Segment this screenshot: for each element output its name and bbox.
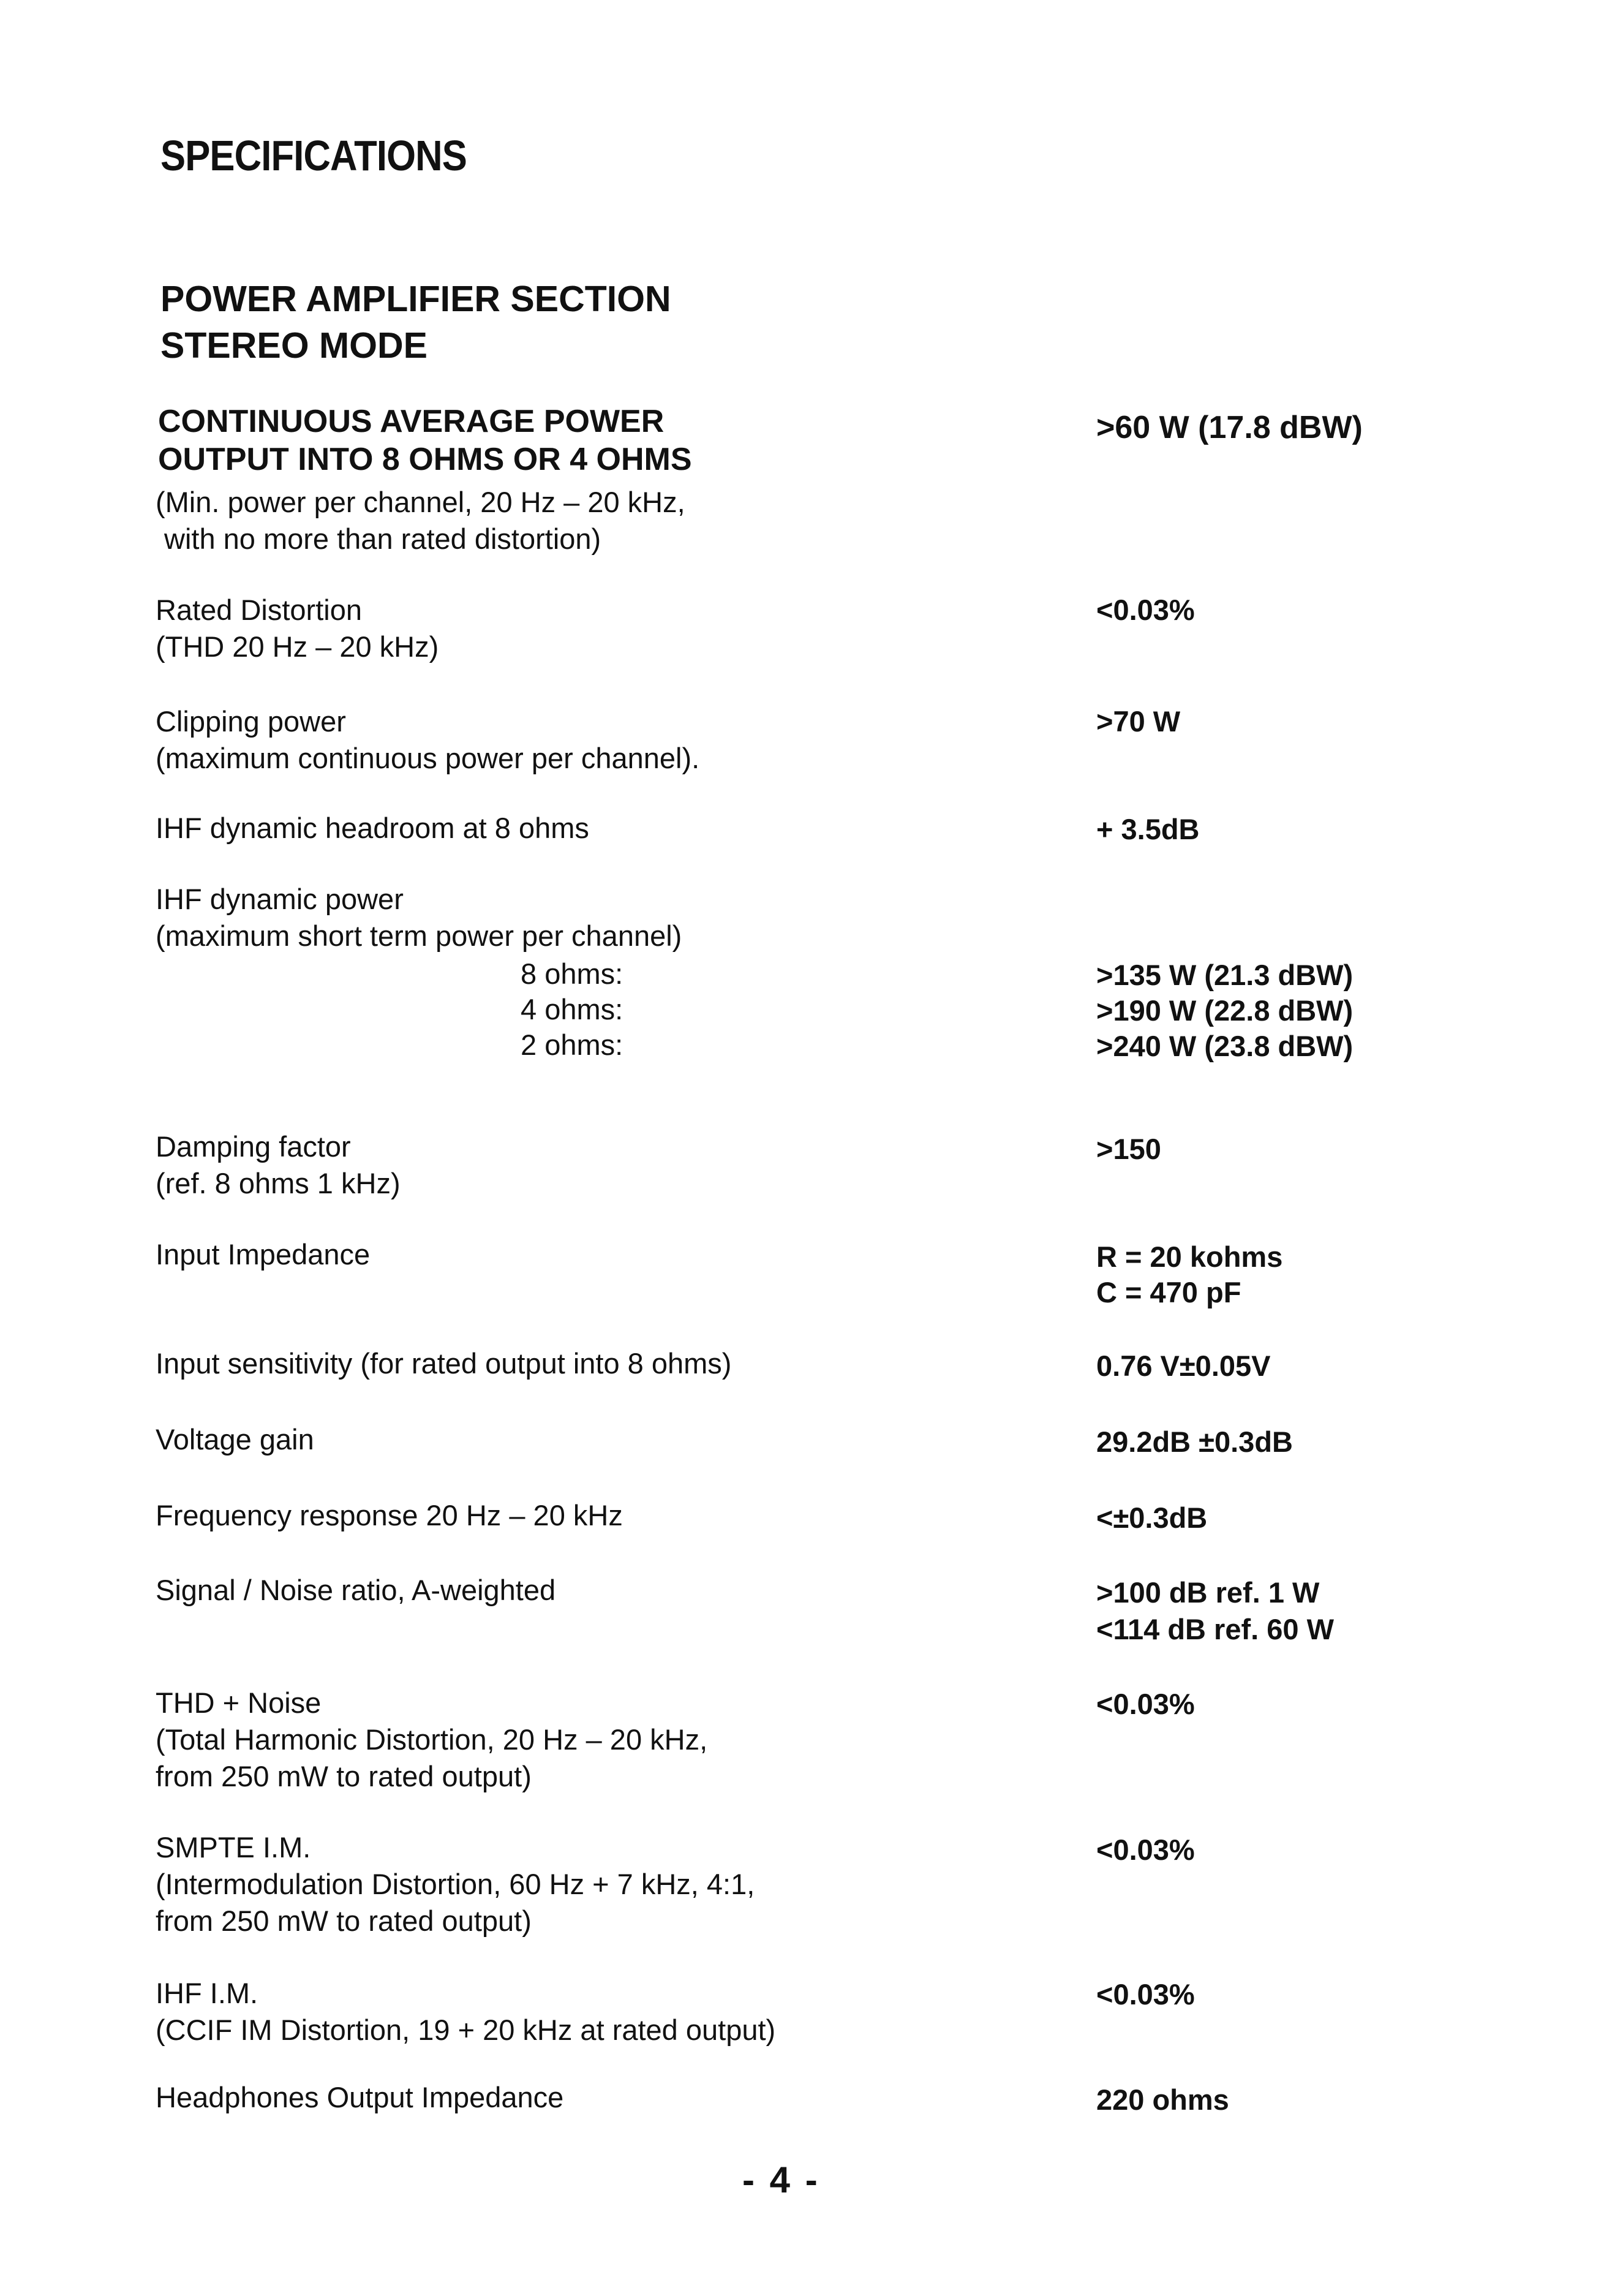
spec-smpte-value: <0.03%	[1096, 1833, 1195, 1866]
spec-ihf-power-load-2: 2 ohms:	[521, 1029, 623, 1061]
spec-ihf-im-note: (CCIF IM Distortion, 19 + 20 kHz at rated output)	[156, 2014, 776, 2046]
spec-clipping-value: >70 W	[1096, 705, 1181, 738]
spec-voltage-gain-label: Voltage gain	[156, 1423, 314, 1456]
spec-power-value: >60 W (17.8 dBW)	[1096, 410, 1363, 445]
spec-voltage-gain-value: 29.2dB ±0.3dB	[1096, 1426, 1293, 1458]
page-title: SPECIFICATIONS	[160, 132, 467, 179]
spec-snr-value-1: >100 dB ref. 1 W	[1096, 1576, 1320, 1609]
spec-ihf-im-label: IHF I.M.	[156, 1977, 258, 2009]
spec-damping-value: >150	[1096, 1133, 1161, 1165]
spec-ihf-power-note: (maximum short term power per channel)	[156, 920, 682, 952]
spec-smpte-note-2: from 250 mW to rated output)	[156, 1905, 532, 1937]
spec-ihf-power-load-4: 4 ohms:	[521, 993, 623, 1025]
spec-ihf-im-value: <0.03%	[1096, 1978, 1195, 2011]
spec-snr-value-2: <114 dB ref. 60 W	[1096, 1613, 1334, 1645]
spec-thd-noise-note-1: (Total Harmonic Distortion, 20 Hz – 20 kHz,	[156, 1723, 708, 1756]
spec-input-impedance-value-c: C = 470 pF	[1096, 1276, 1241, 1308]
spec-damping-label: Damping factor	[156, 1130, 351, 1163]
spec-thd-noise-note-2: from 250 mW to rated output)	[156, 1760, 532, 1792]
spec-ihf-power-value-8: >135 W (21.3 dBW)	[1096, 959, 1354, 991]
spec-rated-distortion-value: <0.03%	[1096, 594, 1195, 626]
spec-power-heading-2: OUTPUT INTO 8 OHMS OR 4 OHMS	[158, 442, 692, 477]
spec-headphones-label: Headphones Output Impedance	[156, 2081, 564, 2113]
spec-input-sensitivity-label: Input sensitivity (for rated output into 8 ohms)	[156, 1347, 732, 1380]
spec-clipping-note: (maximum continuous power per channel).	[156, 742, 700, 774]
spec-power-heading-1: CONTINUOUS AVERAGE POWER	[158, 404, 665, 439]
spec-input-sensitivity-value: 0.76 V±0.05V	[1096, 1350, 1271, 1382]
spec-headphones-value: 220 ohms	[1096, 2083, 1229, 2116]
spec-thd-noise-label: THD + Noise	[156, 1686, 322, 1719]
spec-rated-distortion-label: Rated Distortion	[156, 594, 362, 626]
spec-thd-noise-value: <0.03%	[1096, 1688, 1195, 1720]
spec-ihf-power-load-8: 8 ohms:	[521, 957, 623, 990]
spec-ihf-headroom-value: + 3.5dB	[1096, 813, 1200, 845]
section-subheading: STEREO MODE	[160, 325, 427, 366]
spec-smpte-label: SMPTE I.M.	[156, 1831, 311, 1864]
spec-snr-label: Signal / Noise ratio, A-weighted	[156, 1574, 556, 1606]
spec-frequency-response-value: <±0.3dB	[1096, 1501, 1208, 1534]
section-heading: POWER AMPLIFIER SECTION	[160, 279, 671, 319]
spec-power-note-2: with no more than rated distortion)	[164, 523, 601, 555]
spec-damping-note: (ref. 8 ohms 1 kHz)	[156, 1167, 401, 1199]
spec-input-impedance-label: Input Impedance	[156, 1238, 371, 1271]
spec-ihf-power-value-2: >240 W (23.8 dBW)	[1096, 1030, 1354, 1062]
spec-input-impedance-value-r: R = 20 kohms	[1096, 1241, 1283, 1273]
spec-rated-distortion-note: (THD 20 Hz – 20 kHz)	[156, 630, 439, 663]
spec-frequency-response-label: Frequency response 20 Hz – 20 kHz	[156, 1499, 623, 1531]
spec-ihf-power-label: IHF dynamic power	[156, 883, 404, 915]
page-number: - 4 -	[742, 2159, 820, 2200]
spec-ihf-power-value-4: >190 W (22.8 dBW)	[1096, 994, 1354, 1027]
spec-clipping-label: Clipping power	[156, 705, 346, 738]
spec-power-note-1: (Min. power per channel, 20 Hz – 20 kHz,	[156, 486, 685, 518]
spec-smpte-note-1: (Intermodulation Distortion, 60 Hz + 7 kHz, 4:1,	[156, 1868, 755, 1900]
spec-ihf-headroom-label: IHF dynamic headroom at 8 ohms	[156, 812, 589, 844]
